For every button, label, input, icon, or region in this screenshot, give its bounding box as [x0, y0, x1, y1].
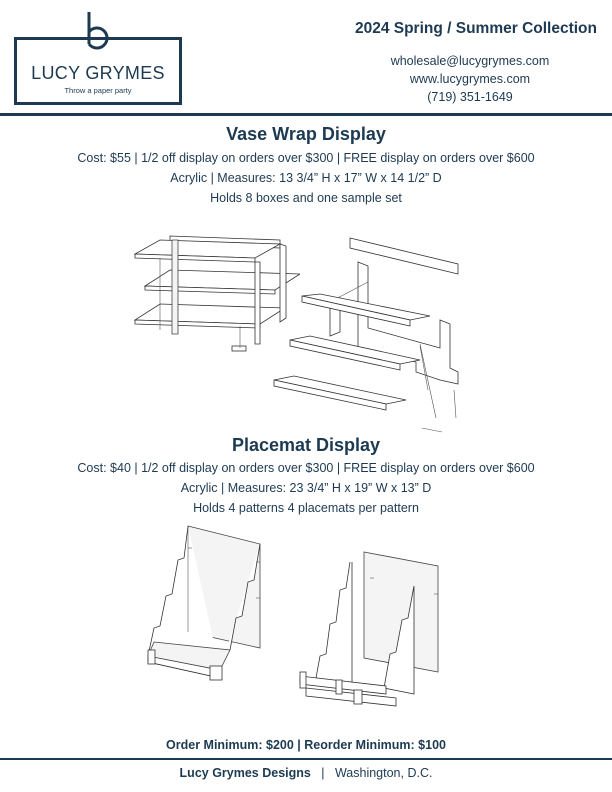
order-minimums: Order Minimum: $200 | Reorder Minimum: $100 — [166, 738, 446, 752]
footer — [0, 766, 612, 780]
collection-title: 2024 Spring / Summer Collection — [354, 20, 597, 37]
header-divider — [0, 113, 612, 116]
brand-tagline: Throw a paper party — [64, 86, 132, 95]
logo-monogram-icon — [78, 10, 118, 56]
placemat-title: Placemat Display — [231, 435, 381, 455]
vase-wrap-spec: Acrylic | Measures: 13 3/4” H x 17” W x 14 1/2” D — [170, 171, 442, 185]
placemat-holds: Holds 4 patterns 4 placemats per pattern — [193, 501, 419, 515]
placemat-spec: Acrylic | Measures: 23 3/4” H x 19” W x 13” D — [180, 481, 432, 495]
vase-wrap-display-exploded-illustration — [270, 232, 470, 437]
footer-location: Washington, D.C. — [334, 766, 433, 780]
vase-wrap-title: Vase Wrap Display — [226, 124, 386, 144]
placemat-cost: Cost: $40 | 1/2 off display on orders over $300 | FREE display on orders over $600 — [77, 461, 535, 475]
footer-company: Lucy Grymes Designs — [179, 766, 311, 780]
contact-phone: (719) 351-1649 — [427, 90, 513, 104]
vase-wrap-holds: Holds 8 boxes and one sample set — [210, 191, 402, 205]
placemat-display-assembled-illustration — [140, 522, 270, 682]
placemat-display-exploded-illustration — [296, 548, 446, 708]
footer-divider — [0, 758, 612, 760]
contact-email[interactable]: wholesale@lucygrymes.com — [390, 54, 550, 68]
footer-separator: | — [321, 766, 325, 780]
contact-website[interactable]: www.lucygrymes.com — [409, 72, 531, 86]
brand-name: LUCY GRYMES — [17, 63, 179, 84]
vase-wrap-cost: Cost: $55 | 1/2 off display on orders over $300 | FREE display on orders over $600 — [77, 151, 535, 165]
